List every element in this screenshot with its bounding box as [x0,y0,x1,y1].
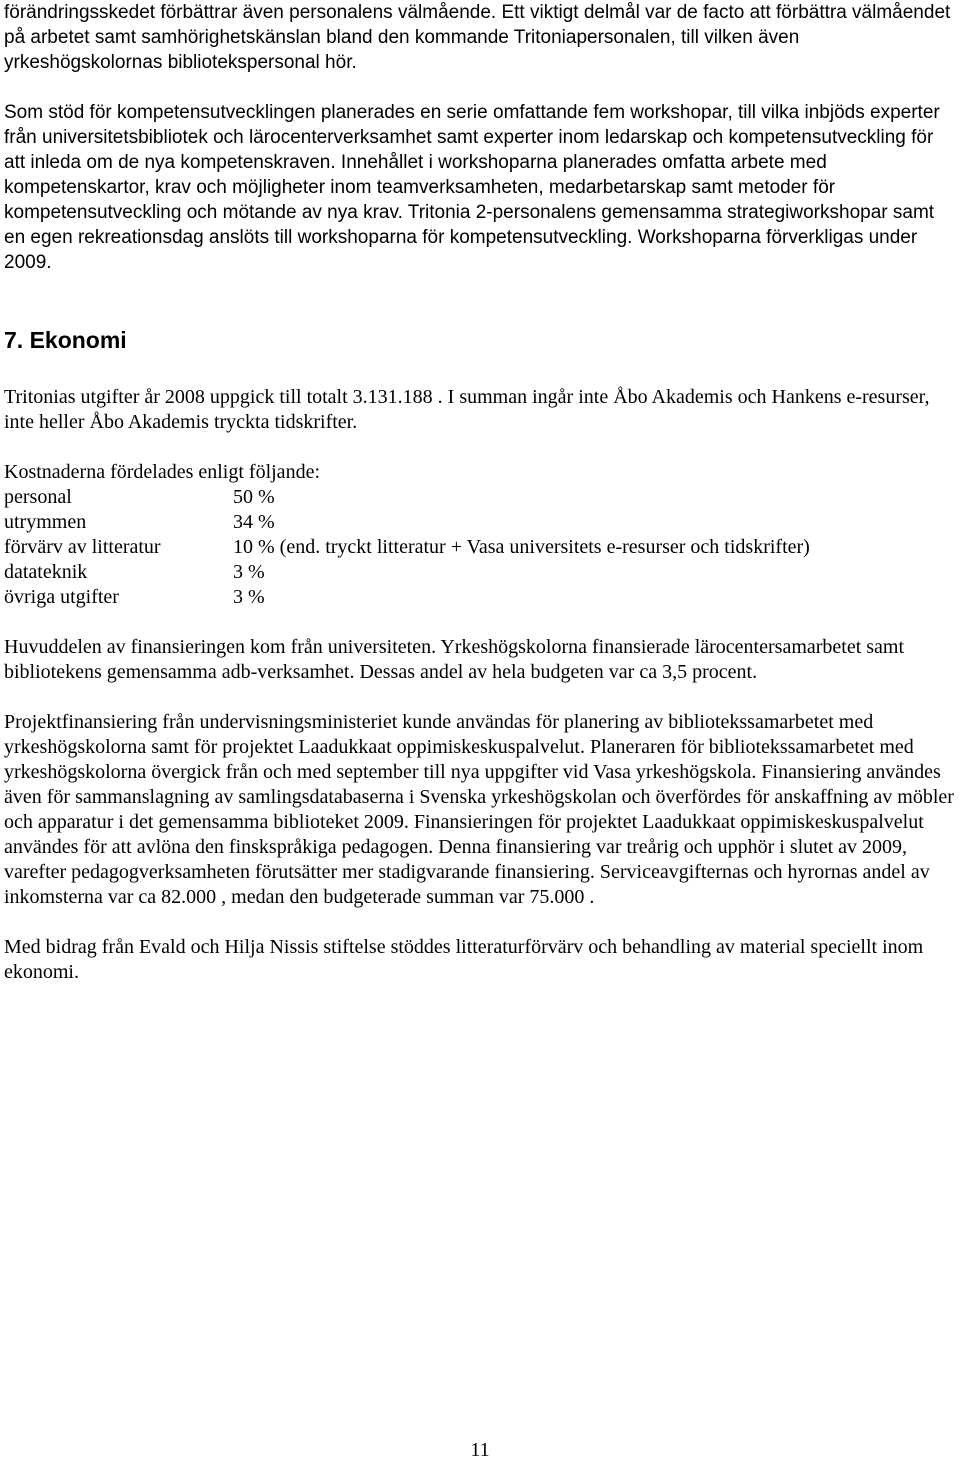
cost-label: övriga utgifter [4,586,119,608]
document-page [4,0,956,985]
page-number: 11 [470,1439,490,1461]
paragraph-workshops: Som stöd för kompetensutvecklingen planerades en serie omfattande fem workshopar, till vilka inbjöds experter från universitetsbibliotek och lärocenterverksamhet samt experter inom ledarskap och kompetensutveckling för att inleda om de nya kompetenskraven. Innehållet i workshoparna planerades omfatta arbete med kompetenskartor, krav och möjligheter inom teamverksamheten, medarbetarskap samt metoder för kompetensutveckling och mötande av nya krav. Tritonia 2-personalens gemensamma strategiworkshopar samt en egen rekreationsdag anslöts till workshoparna för kompetensutveckling. Workshoparna förverkligas under 2009. [4,102,940,273]
table-row [4,560,810,585]
table-row [4,510,810,535]
cost-label: förvärv av litteratur [4,536,161,558]
section-heading-economy: 7. Ekonomi [4,327,127,353]
table-row [4,585,810,610]
cost-value: 50 % [233,486,275,508]
cost-value: 3 % [233,586,265,608]
table-row [4,535,810,560]
cost-label: personal [4,486,72,508]
cost-distribution-table [4,485,810,610]
paragraph-expenses: Tritonias utgifter år 2008 uppgick till totalt 3.131.188 . I summan ingår inte Åbo Akademis och Hankens e-resurser, inte heller Åbo Akademis tryckta tidskrifter. [4,386,930,433]
cost-value: 10 % (end. tryckt litteratur + Vasa universitets e-resurser och tidskrifter) [233,536,810,558]
paragraph-intro: förändringsskedet förbättrar även personalens välmående. Ett viktigt delmål var de facto att förbättra välmåendet på arbetet samt samhörighetskänslan bland den kommande Tritoniapersonalen, till vilken även yrkeshögskolornas bibliotekspersonal hör. [4,2,951,73]
paragraph-donation: Med bidrag från Evald och Hilja Nissis stiftelse stöddes litteraturförvärv och behandling av material speciellt inom ekonomi. [4,936,924,983]
paragraph-funding: Huvuddelen av finansieringen kom från universiteten. Yrkeshögskolorna finansierade lärocentersamarbetet samt bibliotekens gemensamma adb-verksamhet. Dessas andel av hela budgeten var ca 3,5 procent. [4,636,905,683]
cost-intro: Kostnaderna fördelades enligt följande: [4,461,320,483]
cost-value: 34 % [233,511,275,533]
cost-label: utrymmen [4,511,87,533]
cost-label: datateknik [4,561,88,583]
cost-value: 3 % [233,561,265,583]
paragraph-projects: Projektfinansiering från undervisningsministeriet kunde användas för planering av bibliotekssamarbetet med yrkeshögskolorna samt för projektet Laadukkaat oppimiskeskuspalvelut. Planeraren för bibliotekssamarbetet med yrkeshögskolorna övergick från och med september till nya uppgifter vid Vasa yrkeshögskola. Finansiering användes även för sammanslagning av samlingsdatabaserna i Svenska yrkeshögskolan och överfördes för anskaffning av möbler och apparatur i det gemensamma biblioteket 2009. Finansieringen för projektet Laadukkaat oppimiskeskuspalvelut användes för att avlöna den finskspråkiga pedagogen. Denna finansiering var treårig och upphör i slutet av 2009, varefter pedagogverksamheten förutsätter mer stadigvarande finansiering. Serviceavgifternas och hyrornas andel av inkomsterna var ca 82.000 , medan den budgeterade summan var 75.000 . [4,711,954,908]
table-row [4,485,810,510]
